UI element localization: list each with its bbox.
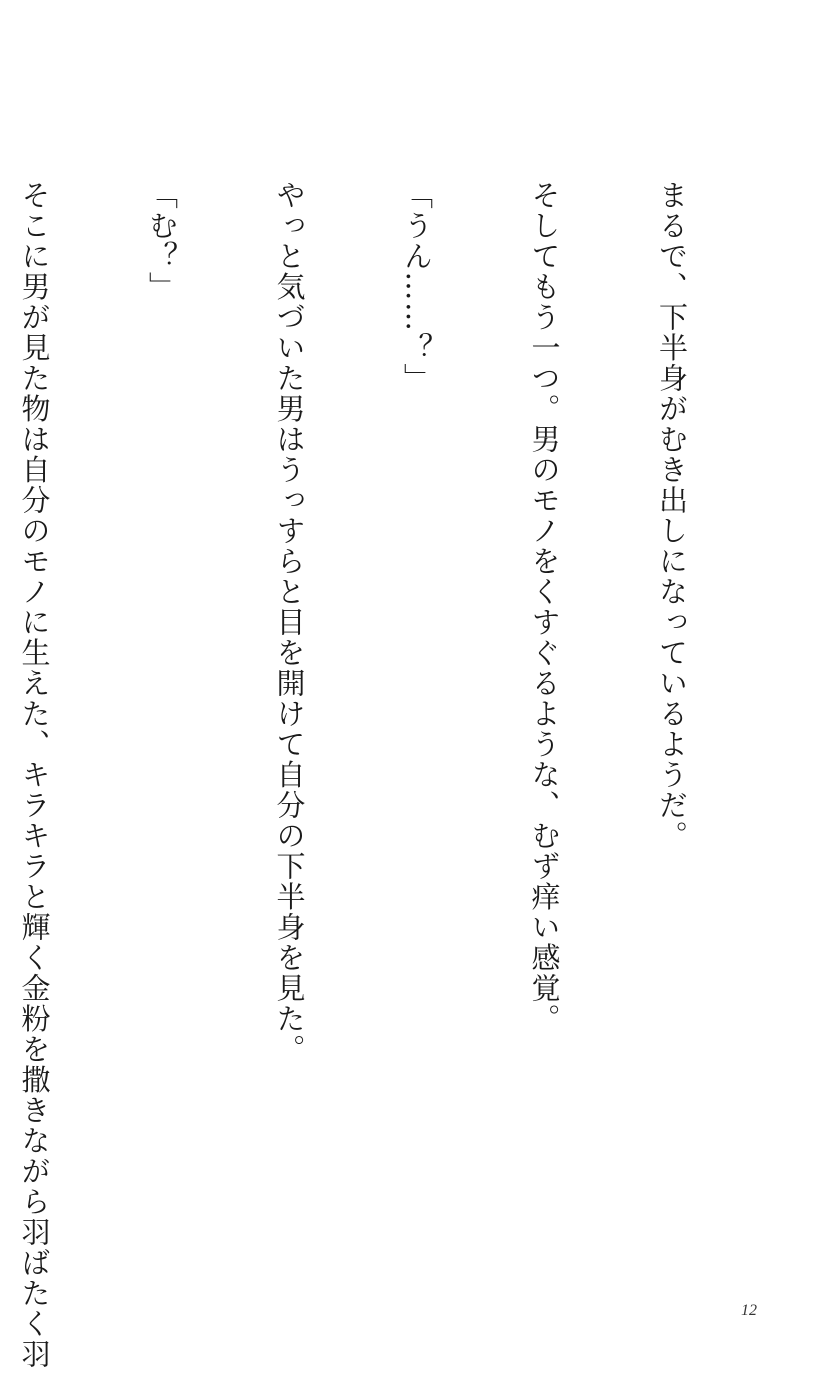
text-line-6: そこに男が見た物は自分のモノに生えた、キラキラと輝く金粉を撒きながら羽ばたく羽 xyxy=(17,180,52,1370)
dialogue-line-3: 「うん……？」 xyxy=(400,180,434,394)
page-number: 12 xyxy=(741,1302,757,1319)
text-line-2: そしてもう一つ。男のモノをくすぐるような、むず痒い感覚。 xyxy=(527,180,562,1034)
text-line-1: まるで、下半身がむき出しになっているようだ。 xyxy=(655,180,689,851)
dialogue-line-5: 「む？」 xyxy=(145,180,179,302)
text-line-4: やっと気づいた男はうっすらと目を開けて自分の下半身を見た。 xyxy=(272,180,307,1065)
